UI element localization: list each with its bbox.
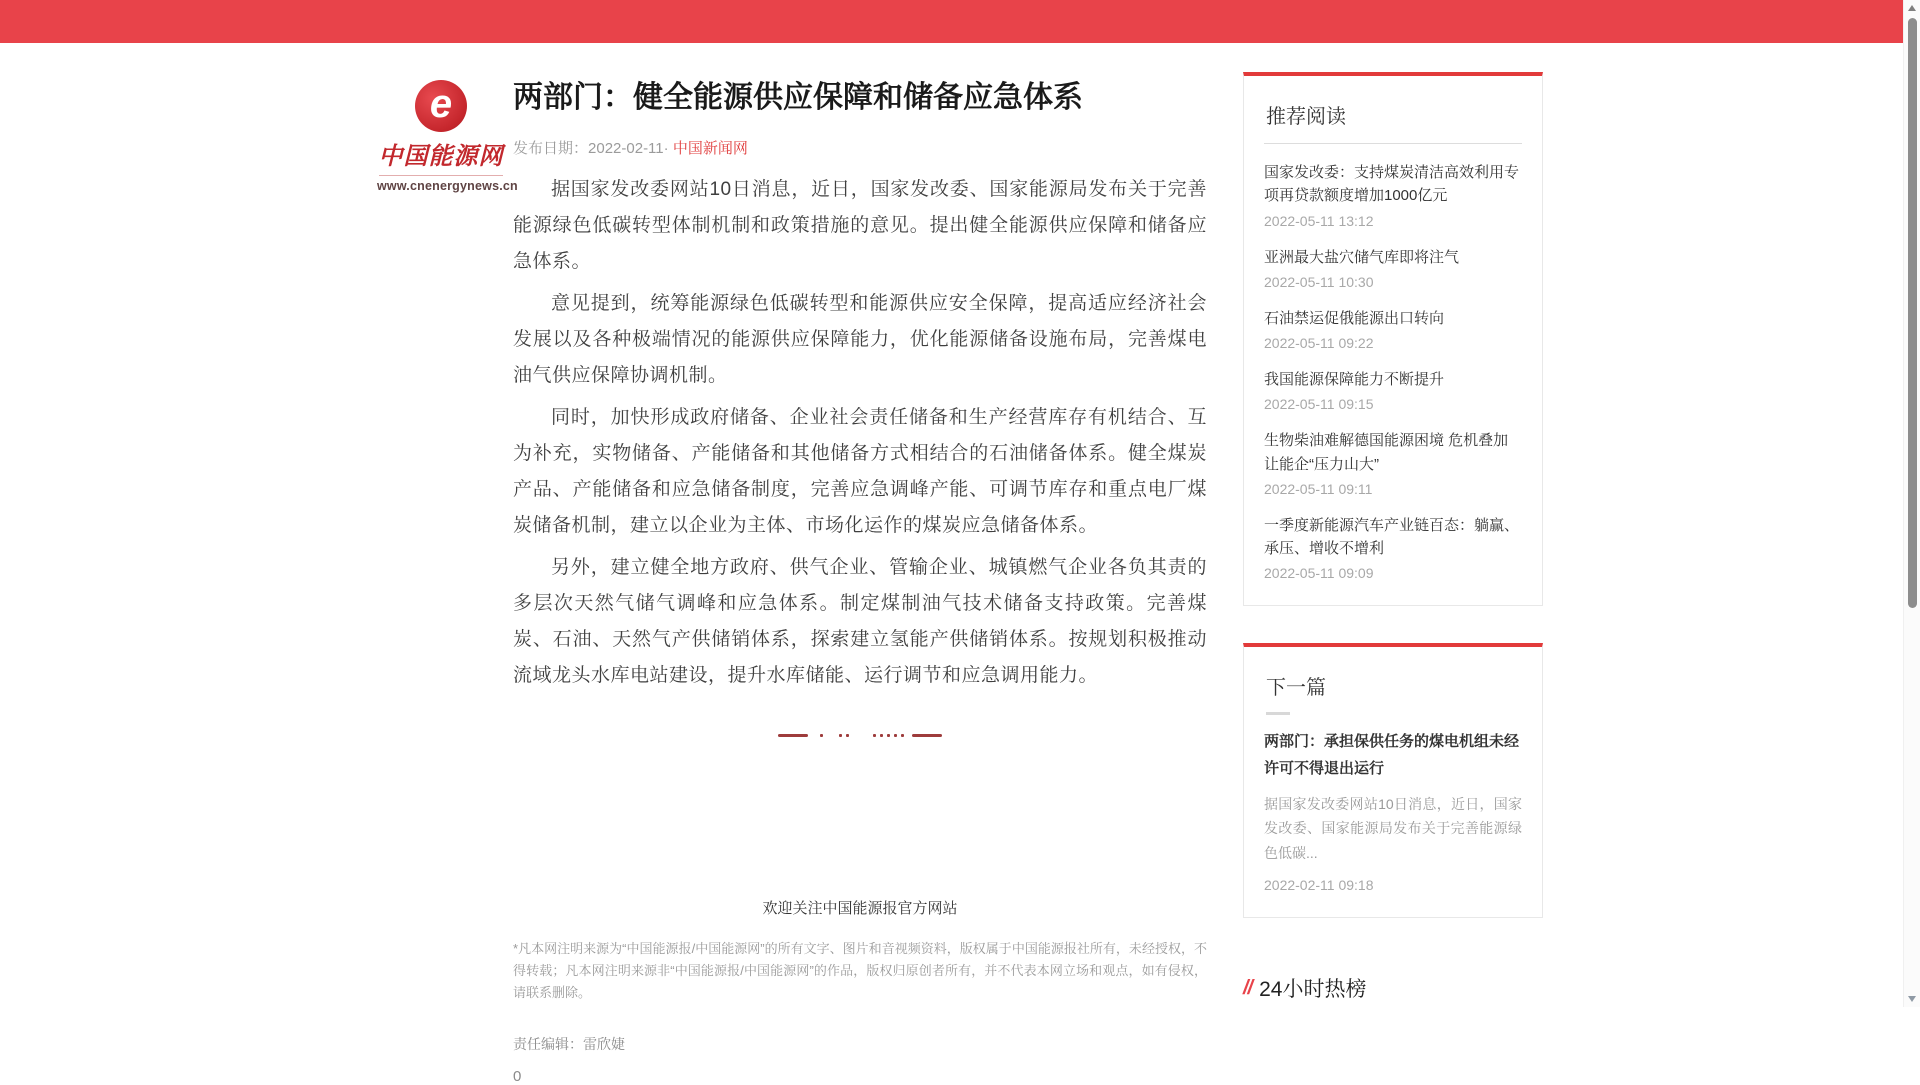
- scrollbar-thumb[interactable]: [1908, 18, 1917, 608]
- logo-column: [377, 78, 518, 1085]
- ornament-dot: [839, 734, 842, 737]
- article-title: 两部门：健全能源供应保障和储备应急体系: [513, 81, 1083, 114]
- ornament-dot: [846, 734, 849, 737]
- next-article-divider: [1266, 712, 1290, 715]
- recommended-reading-box: [1243, 72, 1543, 606]
- divider-ornament: [513, 734, 1207, 737]
- recommended-item[interactable]: [1264, 368, 1522, 412]
- publish-date: 2022-02-11: [588, 140, 664, 157]
- recommended-item[interactable]: [1264, 307, 1522, 351]
- site-logo[interactable]: [377, 80, 518, 193]
- site-url: www.cnenergynews.cn: [377, 179, 518, 193]
- recommended-item-time: 2022-05-11 09:11: [1264, 480, 1373, 497]
- scroll-up-arrow-icon[interactable]: [1908, 5, 1916, 11]
- site-name: 中国能源网: [378, 143, 504, 170]
- recommended-item-title[interactable]: 生物柴油难解德国能源困境 危机叠加让能企“压力山大”: [1264, 432, 1509, 473]
- recommended-item[interactable]: [1264, 246, 1522, 290]
- article-paragraph: 另外，建立健全地方政府、供气企业、管输企业、城镇燃气企业各负其责的多层次天然气储气调峰和应急体系。制定煤制油气技术储备支持政策。完善煤炭、石油、天然气产供储销体系，探索建立氢能产供储销体系。按规划积极推动流域龙头水库电站建设，提升水库储能、运行调节和应急调用能力。: [513, 557, 1207, 686]
- ornament-dash: [778, 734, 808, 737]
- ornament-dot: [887, 734, 890, 737]
- recommended-item-time: 2022-05-11 09:15: [1264, 396, 1374, 413]
- recommended-item-title[interactable]: 国家发改委：支持煤炭清洁高效利用专项再贷款额度增加1000亿元: [1264, 164, 1520, 205]
- article-source-link[interactable]: 中国新闻网: [672, 140, 748, 157]
- article-paragraph: 同时，加快形成政府储备、企业社会责任储备和生产经营库存有机结合、互为补充，实物储备、产能储备和其他储备方式相结合的石油储备体系。健全煤炭产品、产能储备和应急储备制度，完善应急调峰产能、可调节库存和重点电厂煤炭储备机制，建立以企业为主体、市场化运作的煤炭应急储备体系。: [513, 407, 1207, 536]
- recommended-reading-title: 推荐阅读: [1264, 94, 1522, 144]
- article-paragraph: 据国家发改委网站10日消息，近日，国家发改委、国家能源局发布关于完善能源绿色低碳转型体制机制和政策措施的意见。提出健全能源供应保障和储备应急体系。: [513, 179, 1207, 272]
- page-scrollbar[interactable]: [1903, 0, 1920, 1007]
- ornament-dot: [820, 734, 823, 737]
- recommended-item[interactable]: [1264, 514, 1522, 582]
- recommended-item-time: 2022-05-11 09:09: [1264, 565, 1374, 582]
- welcome-note: 欢迎关注中国能源报官方网站: [762, 900, 958, 917]
- hot-list-slashes-icon: //: [1243, 976, 1253, 999]
- publish-date-label: 发布日期：: [513, 140, 589, 157]
- ornament-dash: [912, 734, 942, 737]
- logo-e-letter: e: [429, 82, 453, 126]
- scroll-down-arrow-icon[interactable]: [1908, 996, 1916, 1002]
- logo-e-icon: [415, 80, 467, 132]
- article: [513, 78, 1207, 1085]
- article-body: [513, 172, 1207, 694]
- next-article-box: [1243, 643, 1543, 918]
- next-article-title[interactable]: 两部门：承担保供任务的煤电机组未经许可不得退出运行: [1264, 733, 1520, 777]
- ornament-dot: [894, 734, 897, 737]
- meta-dot: ·: [663, 140, 669, 157]
- main-column: [377, 78, 1207, 1085]
- ornament-dot: [873, 734, 876, 737]
- recommended-item-title[interactable]: 一季度新能源汽车产业链百态：躺赢、承压、增收不增利: [1264, 516, 1520, 557]
- top-red-bar: [0, 0, 1903, 43]
- recommended-item-time: 2022-05-11 13:12: [1264, 212, 1374, 229]
- ornament-dot: [901, 734, 904, 737]
- recommended-item-title[interactable]: 石油禁运促俄能源出口转向: [1264, 309, 1445, 327]
- next-article-heading: 下一篇: [1266, 677, 1326, 700]
- hot-list-header: [1243, 973, 1543, 1003]
- next-article-excerpt: 据国家发改委网站10日消息，近日，国家发改委、国家能源局发布关于完善能源绿色低碳...: [1264, 795, 1522, 861]
- comment-count: 0: [513, 1068, 522, 1085]
- recommended-item-time: 2022-05-11 10:30: [1264, 273, 1374, 290]
- recommended-item-title[interactable]: 我国能源保障能力不断提升: [1264, 371, 1445, 388]
- ornament-dot: [880, 734, 883, 737]
- article-paragraph: 意见提到，统筹能源绿色低碳转型和能源供应安全保障，提高适应经济社会发展以及各种极端情况的能源供应保障能力，优化能源储备设施布局，完善煤电油气供应保障协调机制。: [513, 293, 1207, 386]
- next-article-time: 2022-02-11 09:18: [1264, 877, 1374, 894]
- logo-divider: [379, 175, 503, 176]
- copyright-disclaimer: *凡本网注明来源为“中国能源报/中国能源网”的所有文字、图片和音视频资料，版权属于中国能源报社所有，未经授权，不得转载；凡本网注明来源非“中国能源报/中国能源网”的作品，版权归原创者所有，并不代表本网立场和观点，如有侵权，请联系删除。: [513, 941, 1207, 1000]
- hot-list-title: 24小时热榜: [1259, 978, 1367, 1002]
- article-meta: [513, 137, 1207, 158]
- page-container: [377, 43, 1543, 1085]
- recommended-item[interactable]: [1264, 161, 1522, 229]
- recommended-item-title[interactable]: 亚洲最大盐穴储气库即将注气: [1264, 248, 1460, 266]
- recommended-item-time: 2022-05-11 09:22: [1264, 335, 1374, 351]
- sidebar: [1243, 43, 1543, 1085]
- editor-credit: 责任编辑：雷欣婕: [513, 1036, 625, 1052]
- recommended-item[interactable]: [1264, 429, 1522, 497]
